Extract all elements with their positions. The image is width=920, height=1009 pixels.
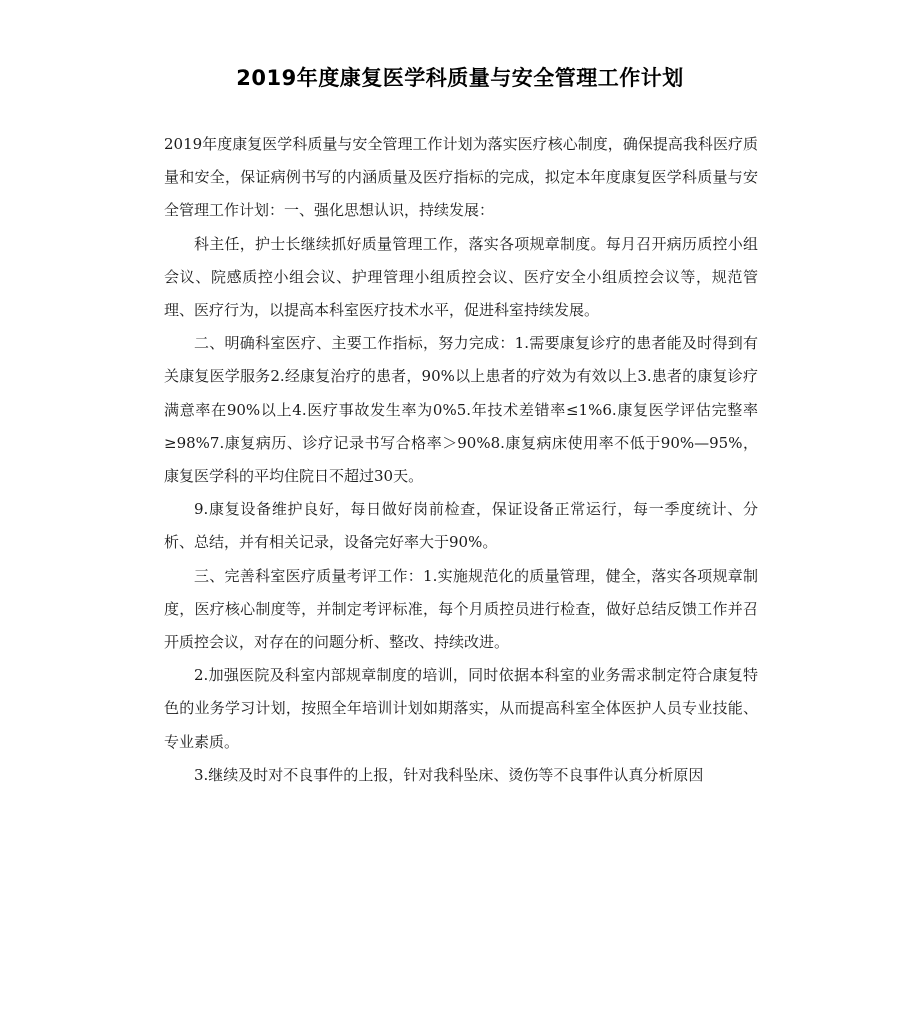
paragraph-section-three: 三、完善科室医疗质量考评工作：1.实施规范化的质量管理，健全，落实各项规章制度，医疗核心制度等，并制定考评标准，每个月质控员进行检查，做好总结反馈工作并召开质控会议，对存在的问题分析、整改、持续改进。: [164, 566, 758, 652]
paragraph-intro: 2019年度康复医学科质量与安全管理工作计划为落实医疗核心制度，确保提高我科医疗质量和安全，保证病例书写的内涵质量及医疗指标的完成，拟定本年度康复医学科质量与安全管理工作计划：一、强化思想认识，持续发展：: [164, 135, 758, 220]
document-body: [164, 128, 758, 792]
document-title: 2019年度康复医学科质量与安全管理工作计划: [236, 66, 684, 90]
paragraph-section-two-indicators: 二、明确科室医疗、主要工作指标，努力完成：1.需要康复诊疗的患者能及时得到有关康复医学服务2.经康复治疗的患者，90%以上患者的疗效为有效以上3.患者的康复诊疗满意率在90%以上4.医疗事故发生率为0%5.年技术差错率≤1%6.康复医学评估完整率≥98%7.康复病历、诊疗记录书写合格率＞90%8.康复病床使用率不低于90%—95%，康复医学科的平均住院日不超过30天。: [164, 334, 758, 486]
paragraph-adverse-events: 3.继续及时对不良事件的上报，针对我科坠床、烫伤等不良事件认真分析原因: [194, 765, 704, 784]
paragraph-training: 2.加强医院及科室内部规章制度的培训，同时依据本科室的业务需求制定符合康复特色的业务学习计划，按照全年培训计划如期落实，从而提高科室全体医护人员专业技能、专业素质。: [164, 666, 758, 751]
paragraph-section-one: 科主任，护士长继续抓好质量管理工作，落实各项规章制度。每月召开病历质控小组会议、院感质控小组会议、护理管理小组质控会议、医疗安全小组质控会议等，规范管理、医疗行为，以提高本科室医疗技术水平，促进科室持续发展。: [164, 234, 758, 320]
paragraph-equipment: 9.康复设备维护良好，每日做好岗前检查，保证设备正常运行，每一季度统计、分析、总结，并有相关记录，设备完好率大于90%。: [164, 500, 758, 552]
